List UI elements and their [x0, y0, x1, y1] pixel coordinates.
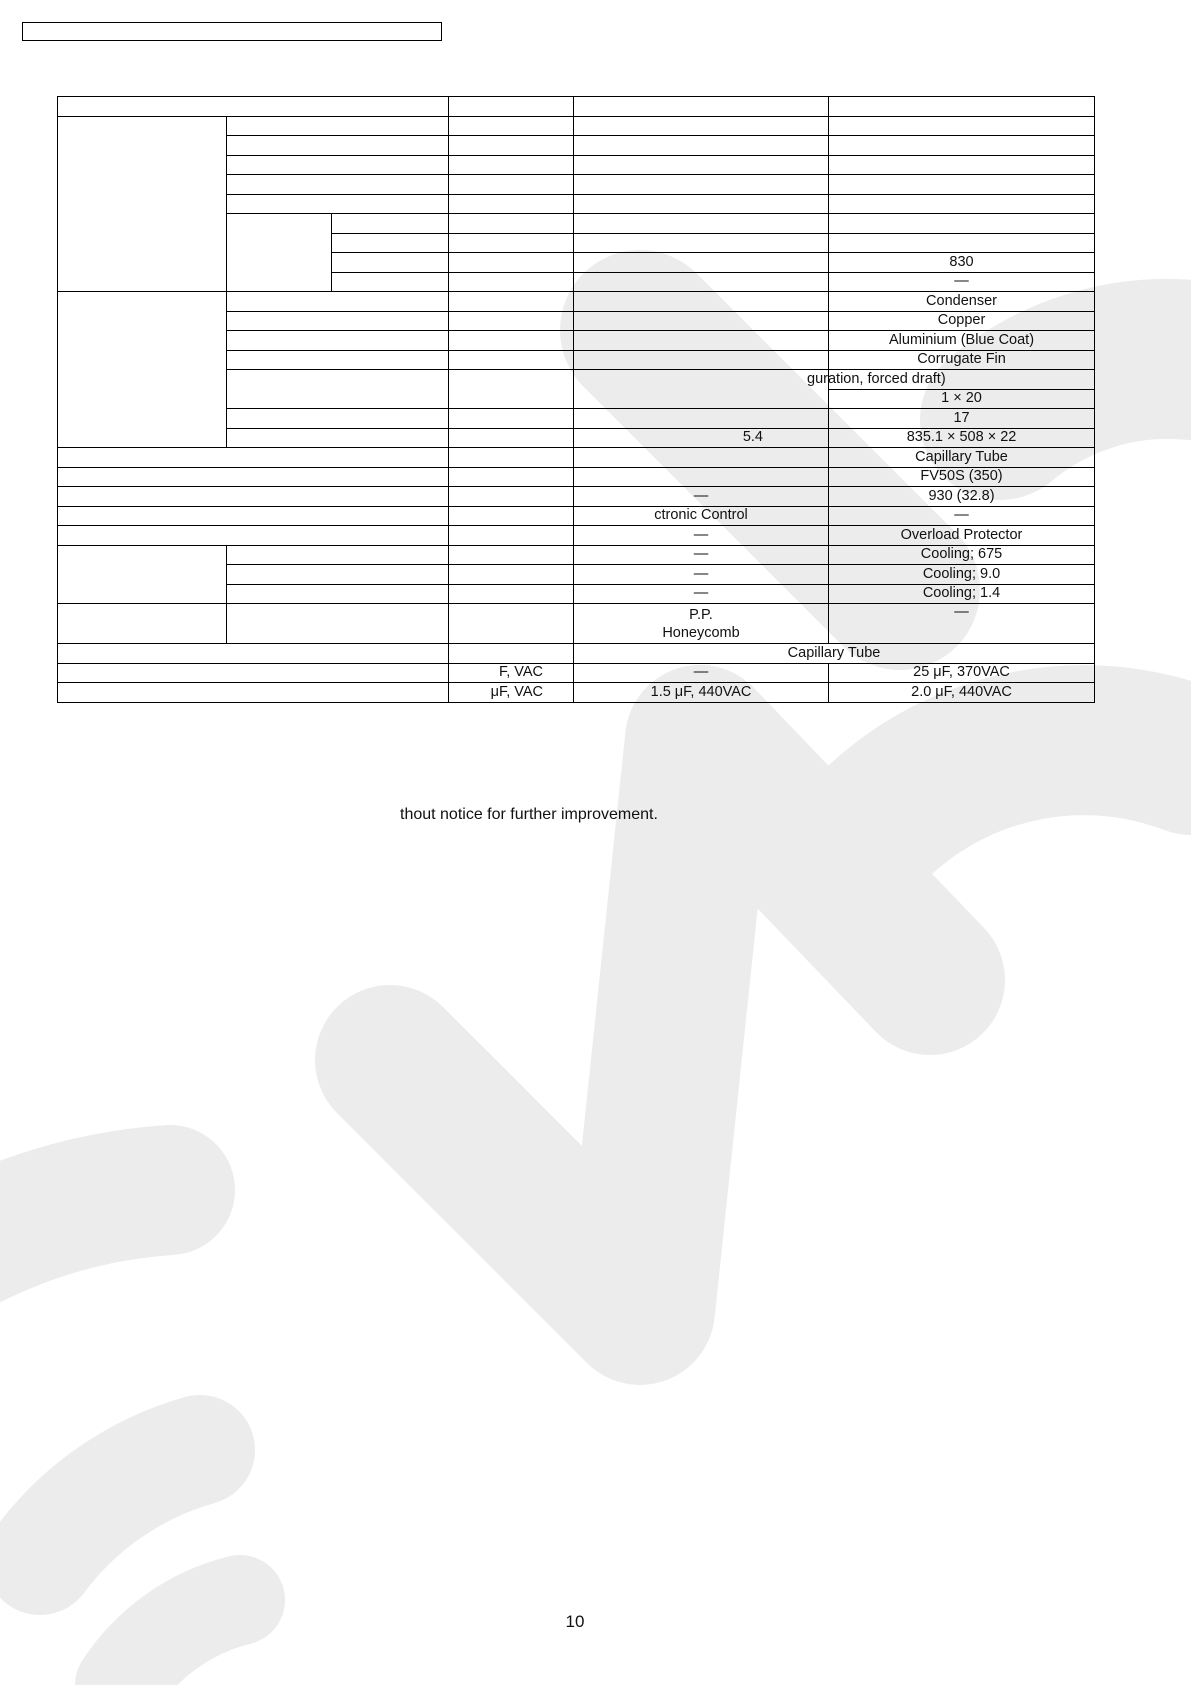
- cell-value: Capillary Tube: [829, 448, 1095, 468]
- cell-line: P.P.: [689, 606, 713, 623]
- cell-value: [574, 604, 829, 644]
- cell-line: Honeycomb: [662, 624, 740, 641]
- group-cell: [58, 545, 227, 604]
- cell-value: —: [829, 272, 1095, 292]
- table-row: [58, 545, 1095, 565]
- table-row: [58, 604, 1095, 644]
- group-cell: [58, 292, 227, 448]
- cell-value: 930 (32.8): [829, 487, 1095, 507]
- cell-value: Cooling; 675: [829, 545, 1095, 565]
- cell-value: μF, VAC: [449, 683, 574, 703]
- cell-value: Cooling; 9.0: [829, 565, 1095, 585]
- cell-value: —: [829, 604, 1095, 644]
- footnote: thout notice for further improvement.: [400, 806, 658, 823]
- cell-value: 830: [829, 253, 1095, 273]
- cell-value: guration, forced draft): [829, 370, 1095, 390]
- cell-value: —: [574, 526, 829, 546]
- cell-value: FV50S (350): [829, 467, 1095, 487]
- cell-value: —: [574, 487, 829, 507]
- group-cell: [58, 604, 227, 644]
- cell-value: —: [574, 584, 829, 604]
- table-row: [58, 487, 1095, 507]
- cell-value: Overload Protector: [829, 526, 1095, 546]
- cell-value: 25 μF, 370VAC: [829, 663, 1095, 683]
- table-row: [58, 526, 1095, 546]
- table-row: [58, 116, 1095, 136]
- cell-value: —: [574, 565, 829, 585]
- cell-value: Capillary Tube: [574, 644, 1095, 664]
- group-cell: [58, 116, 227, 292]
- cell-value: 17: [829, 409, 1095, 429]
- cell-value: ctronic Control: [574, 506, 829, 526]
- header-box: [22, 22, 442, 41]
- cell-value: 2.0 μF, 440VAC: [829, 683, 1095, 703]
- subgroup-cell: [227, 214, 332, 292]
- cell-value: 835.1 × 508 × 22: [829, 428, 1095, 448]
- table-row: [58, 644, 1095, 664]
- table-row: [58, 97, 1095, 117]
- cell-value: Aluminium (Blue Coat): [829, 331, 1095, 351]
- cell-value: 1.5 μF, 440VAC: [574, 683, 829, 703]
- cell-value: Cooling; 1.4: [829, 584, 1095, 604]
- table-row: [58, 506, 1095, 526]
- table-row: [58, 683, 1095, 703]
- table-row: [58, 663, 1095, 683]
- cell-value: Copper: [829, 311, 1095, 331]
- page-number: 10: [565, 1612, 585, 1631]
- cell-value: —: [574, 663, 829, 683]
- cell-value: Corrugate Fin: [829, 350, 1095, 370]
- cell-value: —: [829, 506, 1095, 526]
- cell-value: 5.4: [574, 428, 829, 448]
- spec-table: [57, 96, 1095, 703]
- cell-value: F, VAC: [449, 663, 574, 683]
- cell-value: Condenser: [829, 292, 1095, 312]
- table-row: [58, 467, 1095, 487]
- table-row: [58, 292, 1095, 312]
- table-row: [58, 448, 1095, 468]
- cell-value: —: [574, 545, 829, 565]
- cell-value: 1 × 20: [829, 389, 1095, 409]
